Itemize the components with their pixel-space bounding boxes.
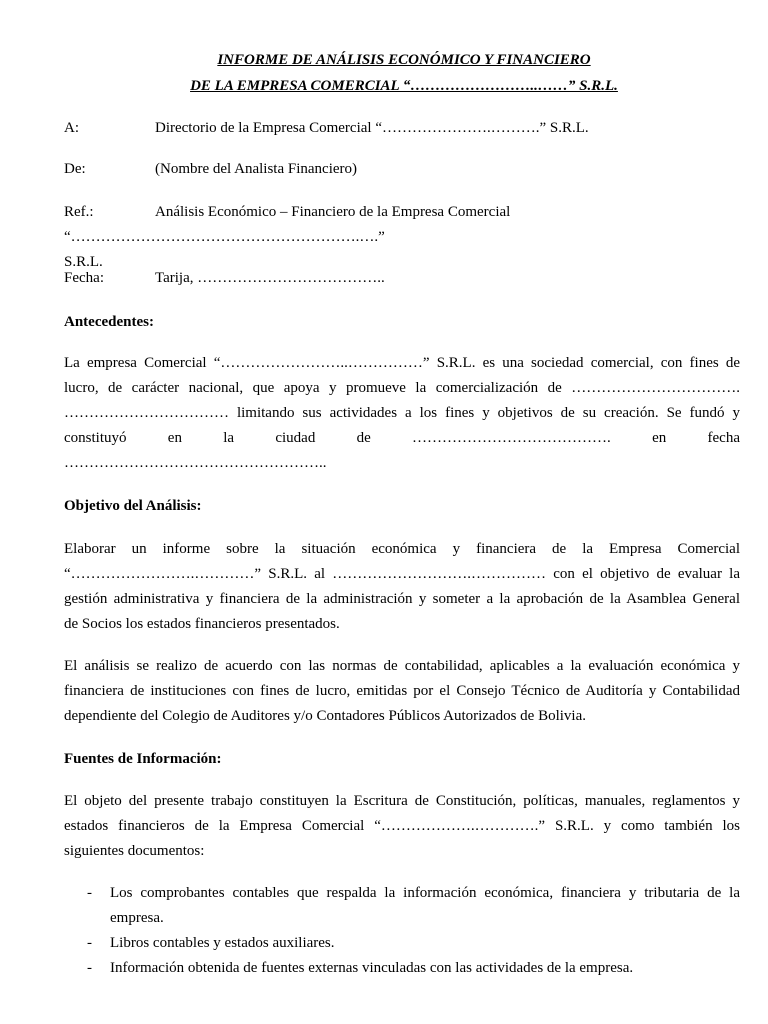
list-item-text: Información obtenida de fuentes externas vinculadas con las actividades de la empresa.	[110, 960, 634, 976]
text-line: estados financieros de la Empresa Comercial “……………….………….” S.R.L. y como también los	[64, 818, 740, 834]
list-item-text: Libros contables y estados auxiliares.	[110, 935, 335, 951]
list-bullet: -	[87, 885, 92, 901]
text-line: constituyó en la ciudad de …………………………………. en fecha	[64, 430, 740, 446]
header-date-value: Tarija, ………………………………..	[155, 270, 385, 286]
header-ref-value2: “………………………………………………….….” S.R.L.	[64, 229, 385, 270]
text-line: El objeto del presente trabajo constituyen la Escritura de Constitución, políticas, manuales, reglamentos y	[64, 793, 740, 809]
header-to-label: A:	[64, 120, 79, 136]
list-item	[64, 931, 740, 956]
text-line: siguientes documentos:	[64, 843, 205, 859]
text-line: dependiente del Colegio de Auditores y/o Contadores Públicos Autorizados de Bolivia.	[64, 708, 586, 724]
paragraph-objetivo-1	[64, 537, 740, 637]
document-title-line1: INFORME DE ANÁLISIS ECONÓMICO Y FINANCIERO	[217, 52, 591, 68]
list-bullet: -	[87, 935, 92, 951]
list-item-text: Los comprobantes contables que respalda la información económica, financiera y tributaria de la empresa.	[110, 885, 740, 926]
section-heading-objetivo: Objetivo del Análisis:	[64, 498, 202, 514]
list-item	[64, 881, 740, 931]
text-line: financiera de instituciones con fines de lucro, emitidas por el Consejo Técnico de Auditoría y Contabilidad	[64, 683, 740, 699]
section-heading-fuentes: Fuentes de Información:	[64, 751, 222, 767]
documents-list	[64, 881, 740, 981]
header-from-value: (Nombre del Analista Financiero)	[155, 161, 358, 177]
text-line: Elaborar un informe sobre la situación económica y financiera de la Empresa Comercial	[64, 541, 740, 557]
header-ref-value: Análisis Económico – Financiero de la Empresa Comercial	[155, 204, 511, 220]
list-bullet: -	[87, 960, 92, 976]
text-line: …………………………… limitando sus actividades a los fines y objetivos de su creación. Se fundó y	[64, 405, 740, 421]
document-title-line2: DE LA EMPRESA COMERCIAL “……………………..……” S.R.L.	[190, 78, 618, 94]
text-line: de Socios los estados financieros presentados.	[64, 616, 340, 632]
text-line: La empresa Comercial “……………………..……………” S.R.L. es una sociedad comercial, con fines de	[64, 355, 740, 371]
text-line: gestión administrativa y financiera de la administración y someter a la aprobación de la Asamblea General	[64, 591, 740, 607]
paragraph-objetivo-2	[64, 654, 740, 729]
header-date-label: Fecha:	[64, 270, 104, 286]
text-line: “…………………….…………” S.R.L. al ……………………….…………… con el objetivo de evaluar la	[64, 566, 740, 582]
header-to-value: Directorio de la Empresa Comercial “………………….……….” S.R.L.	[155, 120, 589, 136]
paragraph-antecedentes	[64, 351, 740, 476]
paragraph-fuentes	[64, 789, 740, 864]
text-line: El análisis se realizo de acuerdo con las normas de contabilidad, aplicables a la evaluación económica y	[64, 658, 740, 674]
text-line: lucro, de carácter nacional, que apoya y promueve la comercialización de …………………………….	[64, 380, 740, 396]
header-from-label: De:	[64, 161, 86, 177]
list-item	[64, 956, 740, 981]
text-line: ……………………………………………..	[64, 455, 327, 471]
section-heading-antecedentes: Antecedentes:	[64, 314, 154, 330]
header-ref-label: Ref.:	[64, 204, 94, 220]
